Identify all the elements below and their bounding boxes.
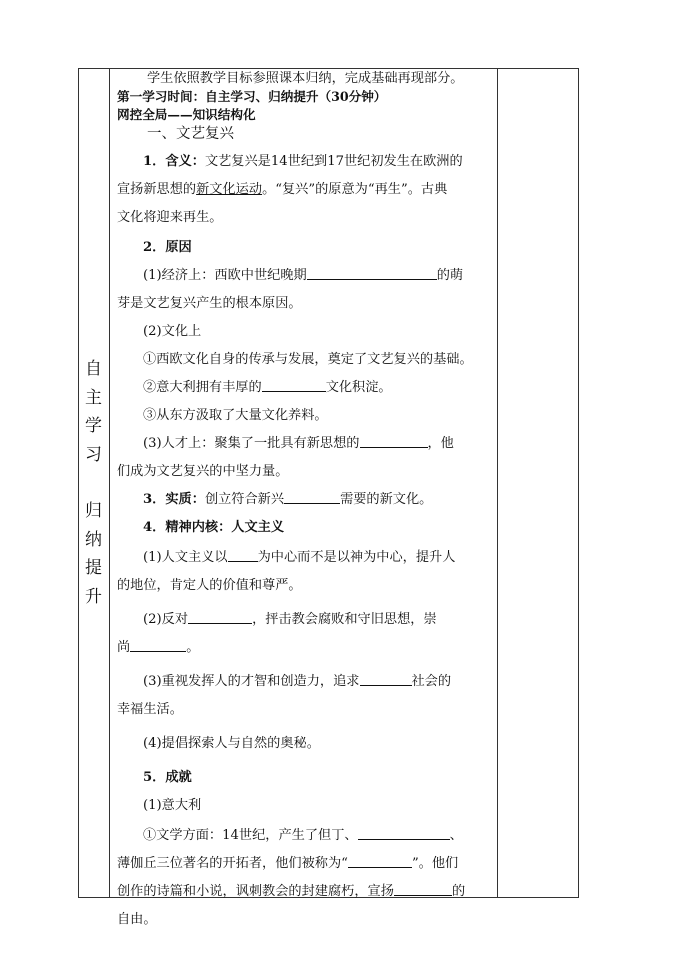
- side-char: 纳: [85, 529, 102, 550]
- cause-culture-3: ③从东方汲取了大量文化养料。: [143, 408, 328, 423]
- answer-blank[interactable]: [360, 435, 428, 448]
- answer-blank[interactable]: [358, 827, 450, 840]
- answer-blank[interactable]: [130, 639, 186, 652]
- cause-economy-tail: 的萌: [436, 268, 464, 283]
- side-char: 升: [85, 586, 102, 607]
- achievement-literature-4: 自由。: [117, 912, 157, 927]
- humanism-2-2: [117, 634, 491, 662]
- answer-blank[interactable]: [307, 267, 437, 280]
- cause-economy-text: (1)经济上：西欧中世纪晚期: [143, 268, 307, 283]
- achievement-title: 5．成就: [143, 770, 192, 785]
- content-cell: [117, 68, 491, 934]
- answer-blank[interactable]: [262, 379, 326, 392]
- humanism-1-2: 的地位，肯定人的价值和尊严。: [117, 578, 302, 593]
- definition-num: 1．: [143, 154, 166, 169]
- humanism-1-tail: 为中心而不是以神为中心，提升人: [257, 550, 456, 565]
- answer-blank[interactable]: [228, 549, 258, 562]
- definition-line-1: 1．含义：文艺复兴是14世纪到17世纪初发生在欧洲的: [143, 154, 463, 169]
- column-divider-right: [497, 69, 498, 897]
- definition-line-2: [117, 176, 491, 204]
- essence-line: 3．实质：创立符合新兴 需要的新文化。: [143, 492, 433, 507]
- literature-tail-2: ”。他们: [411, 856, 459, 871]
- essence-title: 3．实质: [143, 492, 192, 507]
- cause-economy-2: 芽是文艺复兴产生的根本原因。: [117, 296, 302, 311]
- achievement-literature: [117, 822, 491, 850]
- definition-text-2: 宣扬新思想的: [117, 182, 197, 197]
- cause-culture-1: ①西欧文化自身的传承与发展，奠定了文艺复兴的基础。: [143, 352, 473, 367]
- time-title: 第一学习时间：自主学习、归纳提升（30分钟）: [117, 89, 387, 104]
- definition-text-3: 。“复兴”的原意为“再生”。古典: [262, 182, 448, 197]
- achievement-italy: (1)意大利: [143, 798, 202, 813]
- humanism-2-tail: ，抨击教会腐败和守旧思想，崇: [252, 612, 437, 627]
- humanism-3: [117, 668, 491, 696]
- side-label: [78, 68, 109, 898]
- cause-culture-2: [117, 374, 491, 402]
- answer-blank[interactable]: [188, 611, 252, 624]
- humanism-2-text-2: 尚: [117, 640, 131, 655]
- answer-blank[interactable]: [348, 855, 412, 868]
- literature-tail-3: 的: [451, 884, 466, 899]
- achievement-literature-2: [117, 850, 491, 878]
- overview-title: 网控全局——知识结构化: [117, 107, 256, 122]
- side-char: 归: [85, 501, 102, 521]
- literature-text-2: 薄伽丘三位著名的开拓者，他们被称为“: [117, 856, 348, 871]
- humanism-4: (4)提倡探索人与自然的奥秘。: [143, 736, 320, 751]
- humanism-3-tail: 社会的: [411, 674, 452, 689]
- humanism-1: [117, 544, 491, 572]
- humanism-2: [117, 606, 491, 634]
- essence-text: 创立符合新兴: [204, 492, 285, 507]
- cause-culture-2-tail: 文化积淀。: [325, 380, 392, 395]
- cause-title: 2．原因: [143, 240, 192, 255]
- humanism-1-text: (1)人文主义以: [143, 550, 228, 565]
- intro-text: 学生依照教学目标参照课本归纳，完成基础再现部分。: [147, 71, 464, 86]
- answer-blank[interactable]: [360, 673, 412, 686]
- side-char: 习: [85, 444, 102, 465]
- cause-culture-2-text: ②意大利拥有丰厚的: [143, 380, 262, 395]
- definition-text: 文艺复兴是14世纪到17世纪初发生在欧洲的: [204, 154, 463, 169]
- humanism-3-2: 幸福生活。: [117, 702, 183, 717]
- cause-economy: [117, 262, 491, 290]
- cause-talent-tail: ，他: [427, 436, 454, 451]
- humanism-2-tail-2: 。: [186, 640, 200, 655]
- definition-label: 含义: [165, 154, 192, 169]
- cause-talent-2: 们成为文艺复兴的中坚力量。: [117, 464, 289, 479]
- literature-tail: 、: [449, 828, 463, 843]
- cause-talent-text: (3)人才上：聚集了一批具有新思想的: [143, 436, 360, 451]
- definition-line-3: 文化将迎来再生。: [117, 210, 223, 225]
- section-title: 一、文艺复兴: [147, 126, 234, 142]
- essence-tail: 需要的新文化。: [340, 492, 433, 507]
- literature-text-3: 创作的诗篇和小说，讽刺教会的封建腐朽，宣扬: [117, 884, 394, 899]
- humanism-3-text: (3)重视发挥人的才智和创造力，追求: [143, 674, 360, 689]
- achievement-literature-3: [117, 878, 491, 906]
- side-char: 学: [85, 416, 102, 436]
- side-char: 提: [85, 558, 102, 578]
- side-char: 自: [85, 359, 102, 379]
- new-culture-movement: 新文化运动: [196, 182, 263, 197]
- humanism-2-text: (2)反对: [143, 612, 189, 627]
- column-divider-left: [109, 69, 110, 897]
- side-char: 主: [85, 387, 102, 408]
- literature-text: ①文学方面：14世纪，产生了但丁、: [143, 828, 358, 843]
- humanism-title: 4．精神内核：人文主义: [143, 520, 285, 535]
- cause-talent: [117, 430, 491, 458]
- cause-culture: (2)文化上: [143, 324, 202, 339]
- answer-blank[interactable]: [284, 491, 340, 504]
- answer-blank[interactable]: [394, 883, 452, 896]
